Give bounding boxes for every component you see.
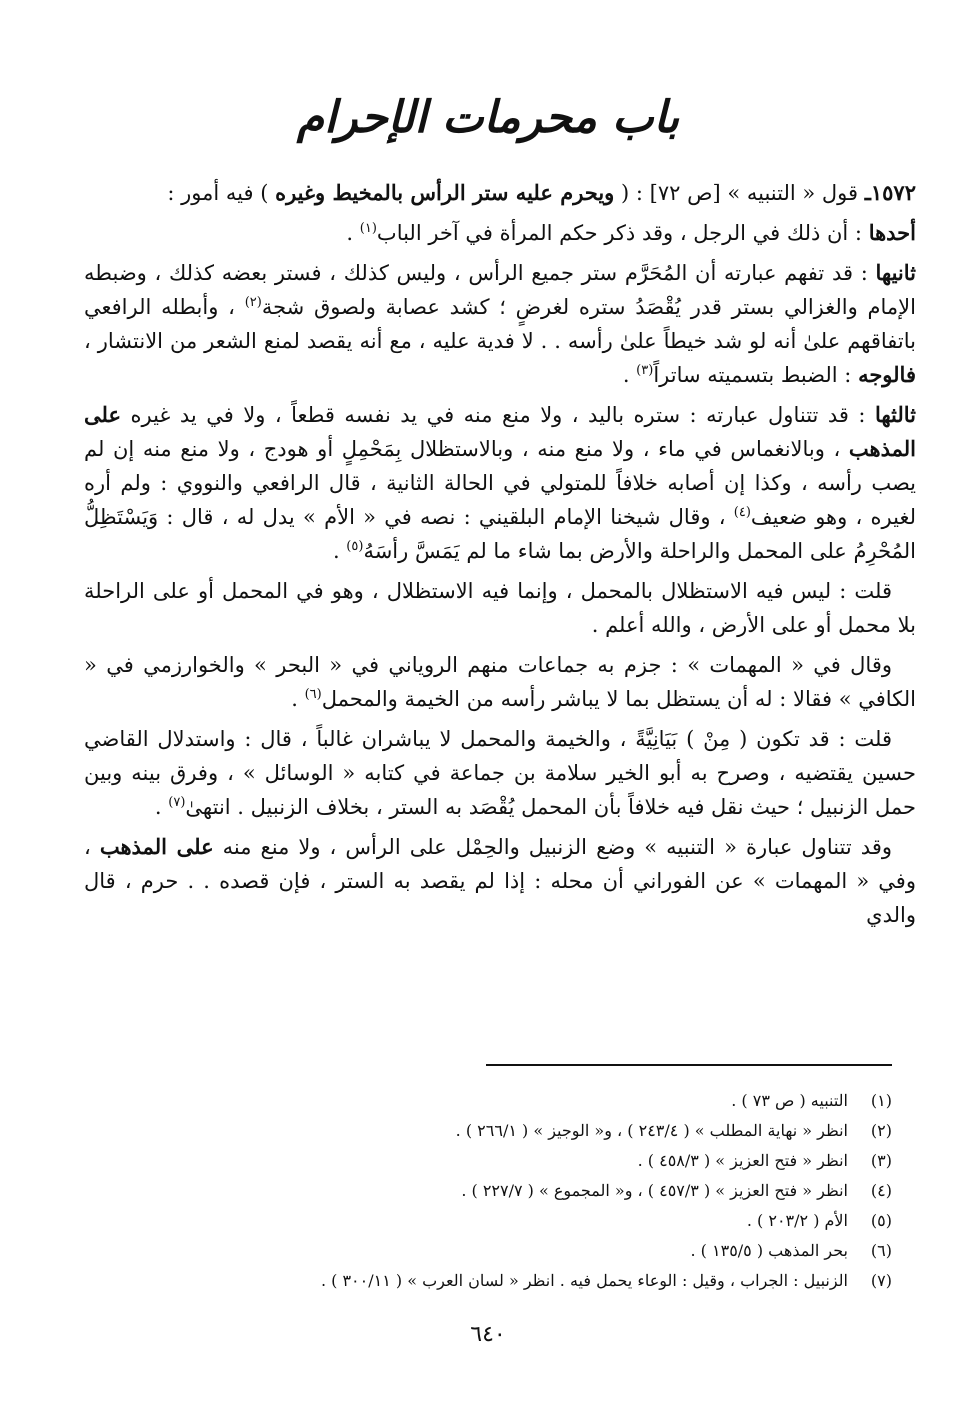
footnote-item: [132, 1146, 892, 1176]
footnote-text: الأم ( ٢٠٣/٢ ) .: [746, 1211, 848, 1230]
footnote-text: التنبيه ( ص ٧٣ ) .: [731, 1091, 848, 1110]
footnote-item: [132, 1086, 892, 1116]
footnote-text: انظر « فتح العزيز » ( ٤٥٨/٣ ) .: [637, 1151, 848, 1170]
paragraph-8-bold: على المذهب: [99, 834, 214, 859]
paragraph-5: [84, 574, 916, 642]
paragraph-8-text-b: ، وفي « المهمات » عن الفوراني أن محله : إذا لم يقصد به الستر ، فإن قصده . . حرم ، قال والدي: [84, 835, 916, 927]
footnote-number: (٤): [870, 1181, 892, 1200]
paragraph-3-end: .: [622, 363, 637, 387]
paragraph-4-end: .: [332, 539, 347, 563]
paragraph-7: [84, 722, 916, 824]
footnote-item: [132, 1266, 892, 1296]
footnote-ref-5: (٥): [346, 539, 364, 554]
paragraph-6-end: .: [291, 687, 305, 711]
footnote-number: (٥): [870, 1211, 892, 1230]
footnote-ref-3: (٣): [636, 363, 654, 378]
footnote-number: (١): [870, 1091, 892, 1110]
footnote-ref-2: (٢): [244, 295, 262, 310]
paragraph-4-text-a: : قد تتناول عبارته : ستره باليد ، ولا منع منه في يد نفسه قطعاً ، ولا في يد غيره: [121, 403, 875, 427]
footnote-ref-6: (٦): [304, 687, 322, 702]
issue-number: ١٥٧٢ـ: [864, 180, 916, 205]
footnote-item: [132, 1206, 892, 1236]
footnote-text: انظر « فتح العزيز » ( ٤٥٧/٣ ) ، و« المجموع » ( ٢٢٧/٧ ) .: [461, 1181, 848, 1200]
footnote-number: (٣): [870, 1151, 892, 1170]
footnote-item: [132, 1236, 892, 1266]
paragraph-1: [84, 176, 916, 210]
paragraph-8-text-a: وقد تتناول عبارة « التنبيه » وضع الزنبيل والحِمْل على الرأس ، ولا منع منه: [213, 835, 892, 859]
paragraph-2: [84, 216, 916, 250]
footnote-ref-1: (١): [359, 221, 377, 236]
paragraph-4: [84, 398, 916, 568]
footnote-number: (٢): [870, 1121, 892, 1140]
footnote-number: (٧): [870, 1271, 892, 1290]
paragraph-4-text-c: ، وقال شيخنا الإمام البلقيني : نصه في « الأم » يدل له ، قال : وَيَسْتَظِلُّ المُحْرِمُ على المحمل والراحلة والأرض بما شاء ما لم يَمَسَّ رأسَهُ: [84, 505, 916, 563]
paragraph-1-quote: ويحرم عليه ستر الرأس بالمخيط وغيره: [275, 180, 615, 205]
paragraph-1-text-b: ) فيه أمور :: [167, 181, 276, 205]
chapter-title: باب محرمات الإحرام: [296, 92, 680, 143]
paragraph-3-text-c: : الضبط بتسميته ساتراً: [653, 363, 859, 387]
paragraph-3-label: ثانيها: [875, 260, 916, 285]
paragraph-8: [84, 830, 916, 932]
paragraph-7-text: قلت : قد تكون ( مِنْ ) بَيَانِيَّةً ، والخيمة والمحمل لا يباشران غالباً ، قال : واستدلال القاضي حسين يقتضيه ، وصرح به أبو الخير سلامة بن جماعة في كتابه « الوسائل » ، وفرق بينه وبين حمل الزنبيل ؛ حيث نقل فيه خلافاً بأن المحمل يُقْصَد به الستر ، بخلاف الزنبيل . انتهىٰ: [84, 727, 916, 819]
paragraph-6: [84, 648, 916, 716]
footnote-item: [132, 1116, 892, 1146]
footnotes: [132, 1086, 892, 1296]
paragraph-4-text-b: ، وبالانغماس في ماء ، ولا منع منه ، وبالاستظلال بِمَحْمِلٍ أو هودج ، ولا منع منه إن لم يصب رأسه ، وكذا إن أصابه خلافاً للمتولي في الحالة الثانية ، قال الرافعي والنووي : ولم أره لغيره ، وهو ضعيف: [84, 437, 916, 529]
paragraph-2-label: أحدها: [868, 220, 916, 245]
paragraph-1-text-a: قول « التنبيه » [ص ٧٢] : (: [614, 181, 865, 205]
paragraph-6-text: وقال في « المهمات » : جزم به جماعات منهم الروياني في « البحر » والخوارزمي في « الكافي » فقالا : له أن يستظل بما لا يباشر رأسه من الخيمة والمحمل: [84, 653, 916, 711]
paragraph-3-text-a: : قد تفهم عبارته أن المُحَرَّم ستر جميع الرأس ، وليس كذلك ، فستر بعضه كذلك ، وضبطه الإمام والغزالي بستر قدر يُقْصَدُ ستره لغرضٍ ؛ كشد عصابة ولصوق شجة: [84, 261, 916, 319]
paragraph-4-label: ثالثها: [874, 402, 916, 427]
paragraph-7-end: .: [154, 795, 169, 819]
footnote-ref-7: (٧): [168, 795, 186, 810]
paragraph-4-bold: على المذهب: [84, 402, 916, 461]
footnote-text: بحر المذهب ( ١٣٥/٥ ) .: [690, 1241, 848, 1260]
footnote-text: انظر « نهاية المطلب » ( ٢٤٣/٤ ) ، و« الوجيز » ( ٢٦٦/١ ) .: [455, 1121, 848, 1140]
paragraph-2-text: : أن ذلك في الرجل ، وقد ذكر حكم المرأة في آخر الباب: [376, 221, 869, 245]
footnote-divider: [486, 1064, 892, 1066]
paragraph-3-text-b: ، وأبطله الرافعي باتفاقهم علىٰ أنه لو شد خيطاً علىٰ رأسه . . لا فدية عليه ، مع أنه يقصد لمنع الشعر من الانتشار ،: [84, 295, 916, 353]
paragraph-2-end: .: [346, 221, 360, 245]
paragraph-3: [84, 256, 916, 392]
paragraph-3-bold: فالوجه: [858, 362, 916, 387]
footnote-ref-4: (٤): [733, 505, 751, 520]
footnote-number: (٦): [870, 1241, 892, 1260]
paragraph-5-text: قلت : ليس فيه الاستظلال بالمحمل ، وإنما فيه الاستظلال ، وهو في المحمل أو على الراحلة بلا محمل أو على الأرض ، والله أعلم .: [84, 579, 916, 637]
page-number: ٦٤٠: [470, 1322, 506, 1347]
footnote-item: [132, 1176, 892, 1206]
footnote-text: الزنبيل : الجراب ، وقيل : الوعاء يحمل فيه . انظر « لسان العرب » ( ٣٠٠/١١ ) .: [320, 1271, 848, 1290]
main-text: [84, 176, 916, 938]
